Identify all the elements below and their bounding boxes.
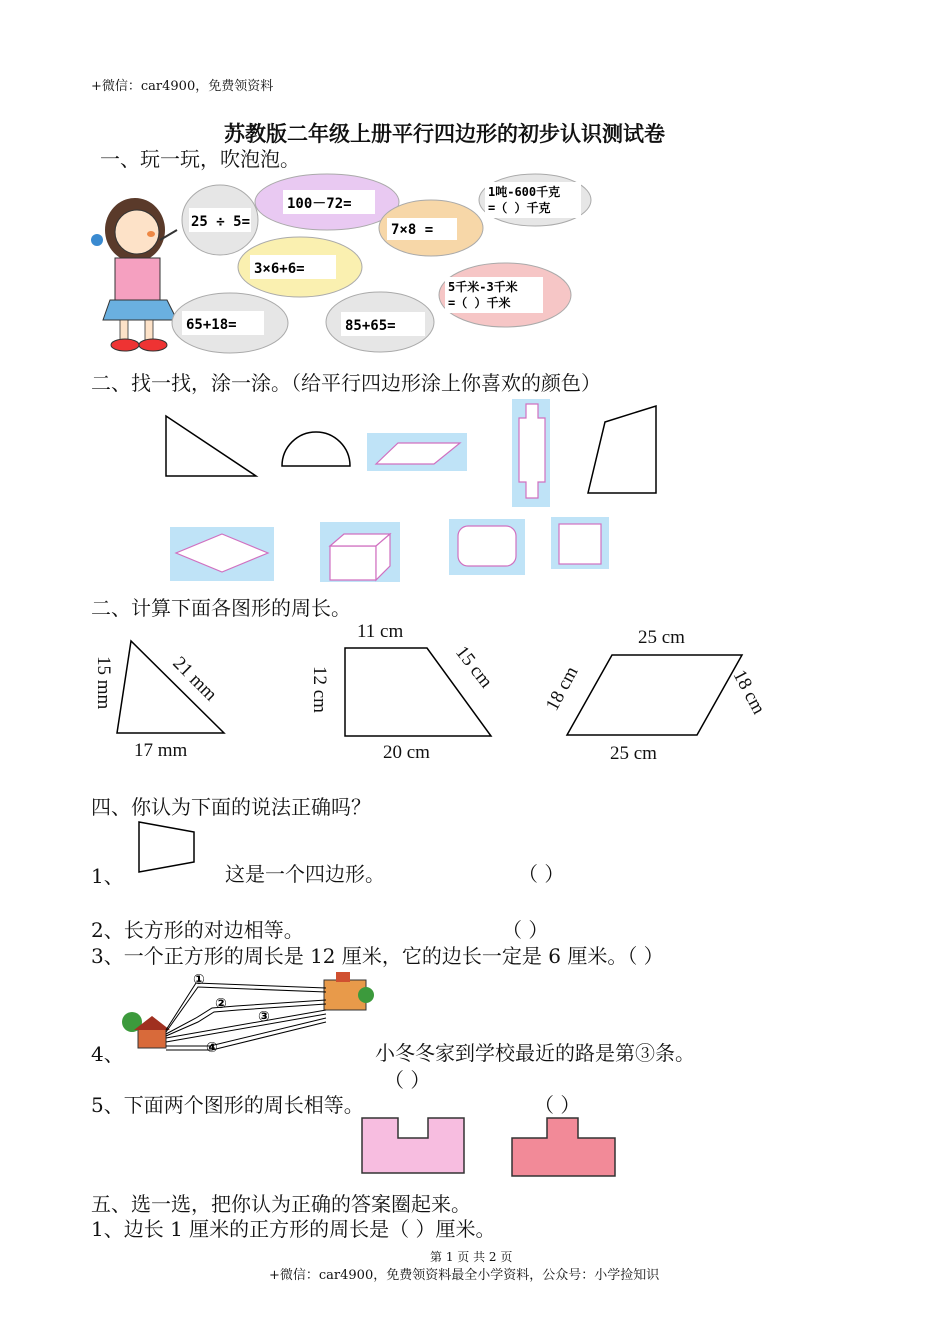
section4-heading: 四、你认为下面的说法正确吗？	[91, 795, 371, 819]
bubble-text-2: 100－72=	[287, 196, 352, 212]
q2-answer-blank[interactable]: （ ）	[502, 918, 549, 942]
trapezoid-bottom: 20 cm	[383, 742, 430, 763]
q1-text: 这是一个四边形。	[225, 862, 385, 886]
header-note: +微信：car4900，免费领资料	[91, 79, 274, 94]
bubble-text-4a: 1吨-600千克	[488, 185, 561, 199]
q1-number: 1、	[91, 864, 124, 888]
route-label-2: ②	[215, 996, 227, 1012]
page-title: 苏教版二年级上册平行四边形的初步认识测试卷	[224, 121, 665, 146]
trapezoid-slant: 15 cm	[451, 642, 497, 693]
page-number: 第 1 页 共 2 页	[430, 1250, 513, 1264]
triangle-side-bottom: 17 mm	[134, 740, 188, 761]
parallelogram-right: 18 cm	[728, 666, 770, 718]
bubble-text-6b: =（ ）千米	[448, 296, 511, 310]
bubble-text-4b: =（ ）千克	[488, 201, 551, 215]
bubble-text-5: 3×6+6=	[254, 261, 305, 277]
section3-heading: 二、计算下面各图形的周长。	[91, 596, 351, 620]
bubble-text-8: 85+65=	[345, 318, 396, 334]
parallelogram-bottom: 25 cm	[610, 743, 657, 764]
bubble-text-3: 7×8 =	[391, 222, 434, 238]
section1-heading: 一、玩一玩，吹泡泡。	[100, 147, 300, 171]
q4-text: 小冬冬家到学校最近的路是第③条。	[375, 1041, 695, 1065]
q5-answer-blank[interactable]: （ ）	[534, 1093, 581, 1117]
route-label-3: ③	[258, 1009, 270, 1025]
route-label-1: ①	[193, 972, 205, 988]
section2-heading: 二、找一找，涂一涂。（给平行四边形涂上你喜欢的颜色）	[91, 371, 601, 395]
q4-number: 4、	[91, 1042, 124, 1066]
footer-note: +微信：car4900，免费领资料最全小学资料，公众号：小学捡知识	[269, 1268, 660, 1283]
bubble-text-1: 25 ÷ 5=	[191, 214, 251, 230]
q5-text: 5、下面两个图形的周长相等。	[91, 1093, 364, 1117]
parallelogram-left: 18 cm	[541, 663, 583, 715]
q2-text: 2、长方形的对边相等。	[91, 918, 304, 942]
triangle-side-left: 15 mm	[93, 656, 114, 710]
q1-answer-blank[interactable]: （ ）	[518, 862, 565, 886]
trapezoid-left: 12 cm	[309, 666, 330, 713]
section5-q1: 1、边长 1 厘米的正方形的周长是（ ）厘米。	[91, 1217, 496, 1241]
q5-shape-right	[512, 1118, 615, 1176]
q4-answer-blank[interactable]: （ ）	[384, 1068, 431, 1092]
trapezoid-top: 11 cm	[357, 621, 404, 642]
parallelogram-top: 25 cm	[638, 627, 685, 648]
q5-shape-left	[362, 1118, 464, 1173]
bubble-text-7: 65+18=	[186, 317, 237, 333]
section5-heading: 五、选一选，把你认为正确的答案圈起来。	[91, 1192, 471, 1216]
q3-text: 3、一个正方形的周长是 12 厘米，它的边长一定是 6 厘米。（ ）	[91, 944, 664, 968]
triangle-side-hyp: 21 mm	[168, 652, 222, 706]
bubble-text-6a: 5千米-3千米	[448, 280, 518, 294]
route-label-4: ④	[206, 1040, 218, 1056]
